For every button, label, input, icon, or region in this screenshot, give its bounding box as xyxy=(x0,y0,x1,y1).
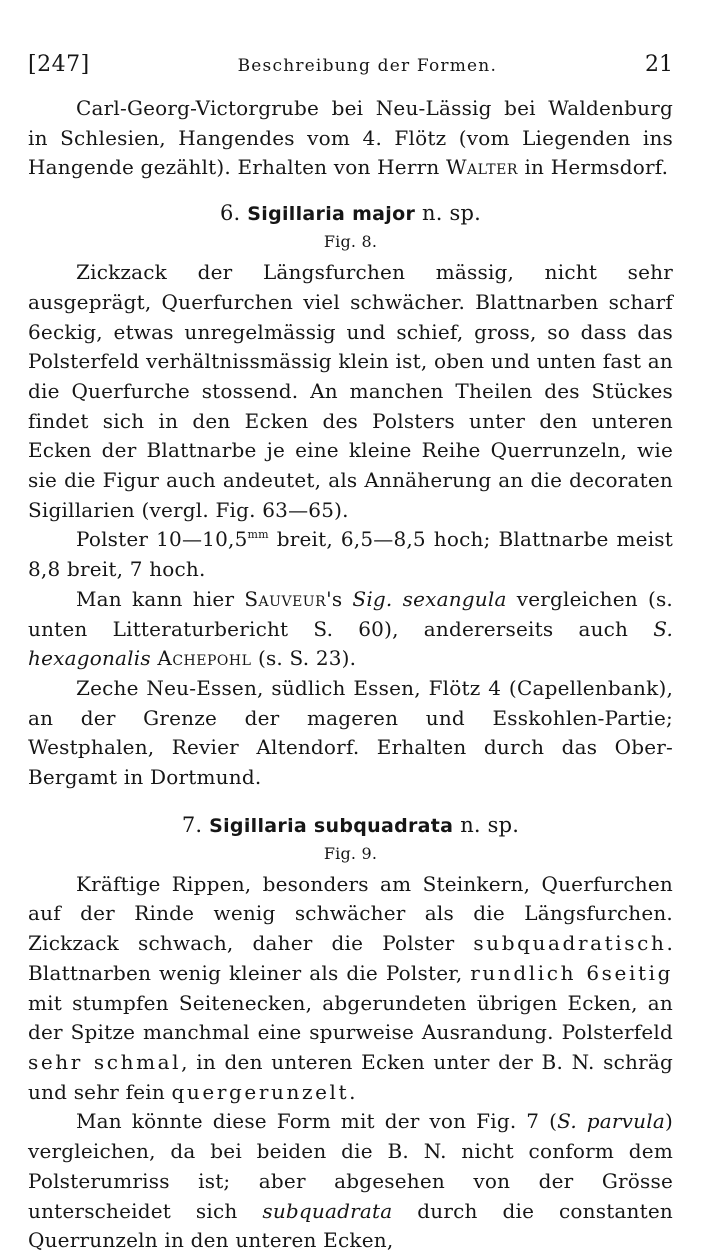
section-7-paragraph-2: Man könnte diese Form mit der von Fig. 7 (S. parvula) vergleichen, da bei beiden die B. N. nicht conform dem Polsterumriss ist; aber abgesehen von der Grösse unterscheidet sich subquadrata durch die constanten Querrunzeln in den unteren Ecken, xyxy=(28,1109,673,1253)
section-6-paragraph-1: Zickzack der Längsfurchen mässig, nicht sehr ausgeprägt, Querfurchen viel schwächer. Blattnarben scharf 6eckig, etwas unregelmässig und schief, gross, so dass das Polsterfeld verhältnissmässig klein ist, oben und unten fast an die Querfurche stossend. An manchen Theilen des Stückes findet sich in den Ecken des Polsters unter den unteren Ecken der Blattnarbe je eine kleine Reihe Querrunzeln, wie sie die Figur auch andeutet, als Annäherung an die decoraten Sigillarien (vergl. Fig. 63—65). xyxy=(28,260,673,522)
figure-reference: Fig. 8. xyxy=(323,232,378,252)
section-7-paragraph-1: Kräftige Rippen, besonders am Steinkern, Querfurchen auf der Rinde wenig schwächer als die Längsfurchen. Zickzack schwach, daher die Polster subquadratisch. Blattnarben wenig kleiner als die Polster, rundlich 6seitig mit stumpfen Seitenecken, abgerundeten übrigen Ecken, an der Spitze manchmal eine spurweise Ausrandung. Polsterfeld sehr schmal, in den unteren Ecken unter der B. N. schräg und sehr fein quergerunzelt. xyxy=(28,871,673,1104)
running-header xyxy=(28,52,673,82)
intro-paragraph: Carl-Georg-Victorgrube bei Neu-Lässig bei Waldenburg in Schlesien, Hangendes vom 4. Flötz (vom Liegenden ins Hangende gezählt). Erhalten von Herrn Walter in Hermsdorf. xyxy=(28,96,673,180)
spaced-emphasis: quergerunzelt xyxy=(171,1079,350,1104)
species-citation: S. parvula xyxy=(557,1109,665,1134)
bracket-page-number: [247] xyxy=(28,52,90,77)
running-title: Beschreibung der Formen. xyxy=(237,56,498,76)
species-name: Sigillaria major xyxy=(247,203,416,226)
author-name: Achepohl xyxy=(157,646,252,671)
section-7-heading: 7. Sigillaria subquadrata n. sp. xyxy=(181,812,520,837)
section-6-paragraph-3: Man kann hier Sauveur's Sig. sexangula vergleichen (s. unten Litteraturbericht S. 60), andererseits auch S. hexagonalis Achepohl (s. S. 23). xyxy=(28,586,673,671)
spaced-emphasis: subquadratisch xyxy=(473,931,667,956)
spaced-emphasis: rundlich 6seitig xyxy=(470,960,673,985)
species-citation: subquadrata xyxy=(262,1198,393,1223)
section-6-paragraph-2: Polster $10—10,5^{mm}$ breit, 6,5—8,5 hoch; Blattnarbe meist 8,8 breit, 7 hoch. xyxy=(28,527,673,582)
page-number: 21 xyxy=(645,52,673,77)
species-name: Sigillaria subquadrata xyxy=(209,814,454,837)
author-name: Sauveur xyxy=(244,586,327,611)
spaced-emphasis: sehr schmal xyxy=(28,1049,182,1074)
species-citation: Sig. sexangula xyxy=(352,586,507,611)
text-body xyxy=(28,94,673,1256)
section-6-heading: 6. Sigillaria major n. sp. xyxy=(219,201,482,226)
figure-reference: Fig. 9. xyxy=(323,843,378,863)
species-citation: S. hexagonalis xyxy=(28,616,673,671)
section-6-paragraph-4: Zeche Neu-Essen, südlich Essen, Flötz 4 (Capellenbank), an der Grenze der mageren und Esskohlen-Partie; Westphalen, Revier Altendorf. Erhalten durch das Ober-Bergamt in Dortmund. xyxy=(28,675,673,790)
author-name: Walter xyxy=(445,155,518,180)
